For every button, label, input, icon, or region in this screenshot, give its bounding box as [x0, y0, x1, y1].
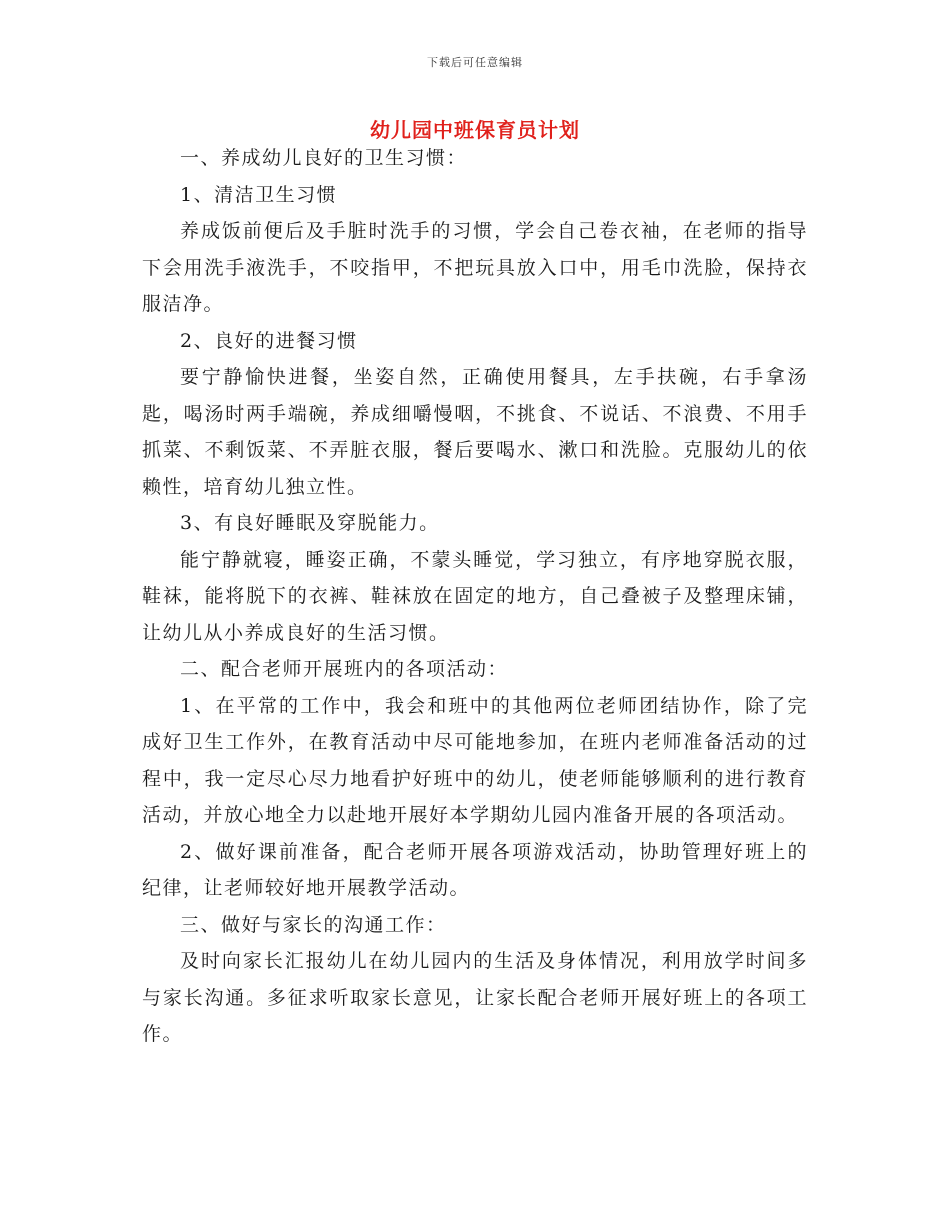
- paragraph: 1、在平常的工作中，我会和班中的其他两位老师团结协作，除了完成好卫生工作外，在教育活动中尽可能地参加，在班内老师准备活动的过程中，我一定尽心尽力地看护好班中的幼儿，使老师能够顺利的进行教育活动，并放心地全力以赴地开展好本学期幼儿园内准备开展的各项活动。: [142, 694, 808, 826]
- header-note: 下载后可任意编辑: [427, 56, 523, 69]
- paragraph: 能宁静就寝，睡姿正确，不蒙头睡觉，学习独立，有序地穿脱衣服，鞋袜，能将脱下的衣裤、鞋袜放在固定的地方，自己叠被子及整理床铺，让幼儿从小养成良好的生活习惯。: [142, 548, 808, 644]
- paragraph: 养成饭前便后及手脏时洗手的习惯，学会自己卷衣袖，在老师的指导下会用洗手液洗手，不咬指甲，不把玩具放入口中，用毛巾洗脸，保持衣服洁净。: [142, 220, 808, 315]
- subheading-1-2: 2、良好的进餐习惯: [180, 329, 358, 352]
- document-body: [142, 140, 808, 1053]
- subheading-1-3: 3、有良好睡眠及穿脱能力。: [180, 512, 440, 534]
- section-heading-1: 一、养成幼儿良好的卫生习惯：: [180, 147, 468, 169]
- section-heading-2: 二、配合老师开展班内的各项活动：: [180, 658, 509, 680]
- paragraph: 要宁静愉快进餐，坐姿自然，正确使用餐具，左手扶碗，右手拿汤匙，喝汤时两手端碗，养成细嚼慢咽，不挑食、不说话、不浪费、不用手抓菜、不剩饭菜、不弄脏衣服，餐后要喝水、漱口和洗脸。克服幼儿的依赖性，培育幼儿独立性。: [142, 366, 808, 498]
- section-heading-3: 三、做好与家长的沟通工作：: [180, 913, 447, 936]
- paragraph: 2、做好课前准备，配合老师开展各项游戏活动，协助管理好班上的纪律，让老师较好地开展教学活动。: [142, 840, 808, 899]
- paragraph: 及时向家长汇报幼儿在幼儿园内的生活及身体情况，利用放学时间多与家长沟通。多征求听取家长意见，让家长配合老师开展好班上的各项工作。: [142, 950, 808, 1045]
- document-title: 幼儿园中班保育员计划: [370, 118, 580, 142]
- subheading-1-1: 1、清洁卫生习惯: [180, 183, 338, 206]
